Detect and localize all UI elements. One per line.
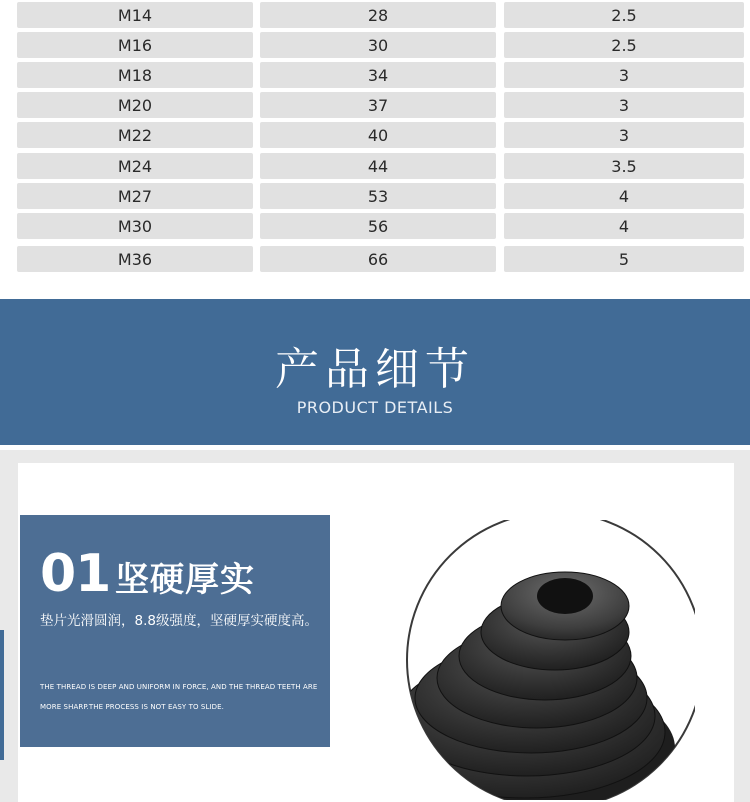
feature-heading: 坚硬厚实 xyxy=(115,560,255,600)
size-cell: M18 xyxy=(17,62,253,88)
thickness-cell: 4 xyxy=(504,213,744,239)
size-cell: M24 xyxy=(17,153,253,179)
thickness-cell: 3 xyxy=(504,92,744,118)
spec-table xyxy=(0,0,750,290)
edge-accent xyxy=(0,630,4,760)
washer-stack-photo xyxy=(405,520,695,800)
outer-diameter-cell: 40 xyxy=(260,122,496,148)
outer-diameter-cell: 30 xyxy=(260,32,496,58)
product-details-banner xyxy=(0,299,750,445)
size-cell: M30 xyxy=(17,213,253,239)
banner-subtitle: PRODUCT DETAILS xyxy=(296,398,454,417)
feature-description-cn: 垫片光滑圆润，8.8级强度，坚硬厚实硬度高。 xyxy=(40,613,318,629)
table-row xyxy=(0,183,750,209)
table-row xyxy=(0,246,750,272)
outer-diameter-cell: 44 xyxy=(260,153,496,179)
size-cell: M27 xyxy=(17,183,253,209)
washer-hole xyxy=(537,578,593,614)
table-row xyxy=(0,153,750,179)
size-cell: M36 xyxy=(17,246,253,272)
thickness-cell: 3.5 xyxy=(504,153,744,179)
outer-diameter-cell: 34 xyxy=(260,62,496,88)
thickness-cell: 5 xyxy=(504,246,744,272)
thickness-cell: 2.5 xyxy=(504,32,744,58)
size-cell: M20 xyxy=(17,92,253,118)
outer-diameter-cell: 66 xyxy=(260,246,496,272)
size-cell: M14 xyxy=(17,2,253,28)
table-row xyxy=(0,213,750,239)
thickness-cell: 2.5 xyxy=(504,2,744,28)
size-cell: M22 xyxy=(17,122,253,148)
thickness-cell: 4 xyxy=(504,183,744,209)
thickness-cell: 3 xyxy=(504,122,744,148)
thickness-cell: 3 xyxy=(504,62,744,88)
outer-diameter-cell: 56 xyxy=(260,213,496,239)
feature-description-en: THE THREAD IS DEEP AND UNIFORM IN FORCE, AND THE THREAD TEETH ARE MORE SHARP.THE PROCESS IS NOT EASY TO SLIDE. xyxy=(40,683,318,711)
table-row xyxy=(0,122,750,148)
table-row xyxy=(0,2,750,28)
outer-diameter-cell: 37 xyxy=(260,92,496,118)
size-cell: M16 xyxy=(17,32,253,58)
outer-diameter-cell: 28 xyxy=(260,2,496,28)
outer-diameter-cell: 53 xyxy=(260,183,496,209)
feature-number: 01 xyxy=(40,544,111,604)
table-row xyxy=(0,92,750,118)
banner-title: 产品细节 xyxy=(275,344,475,395)
table-row xyxy=(0,32,750,58)
table-row xyxy=(0,62,750,88)
feature-info-box xyxy=(20,515,330,747)
